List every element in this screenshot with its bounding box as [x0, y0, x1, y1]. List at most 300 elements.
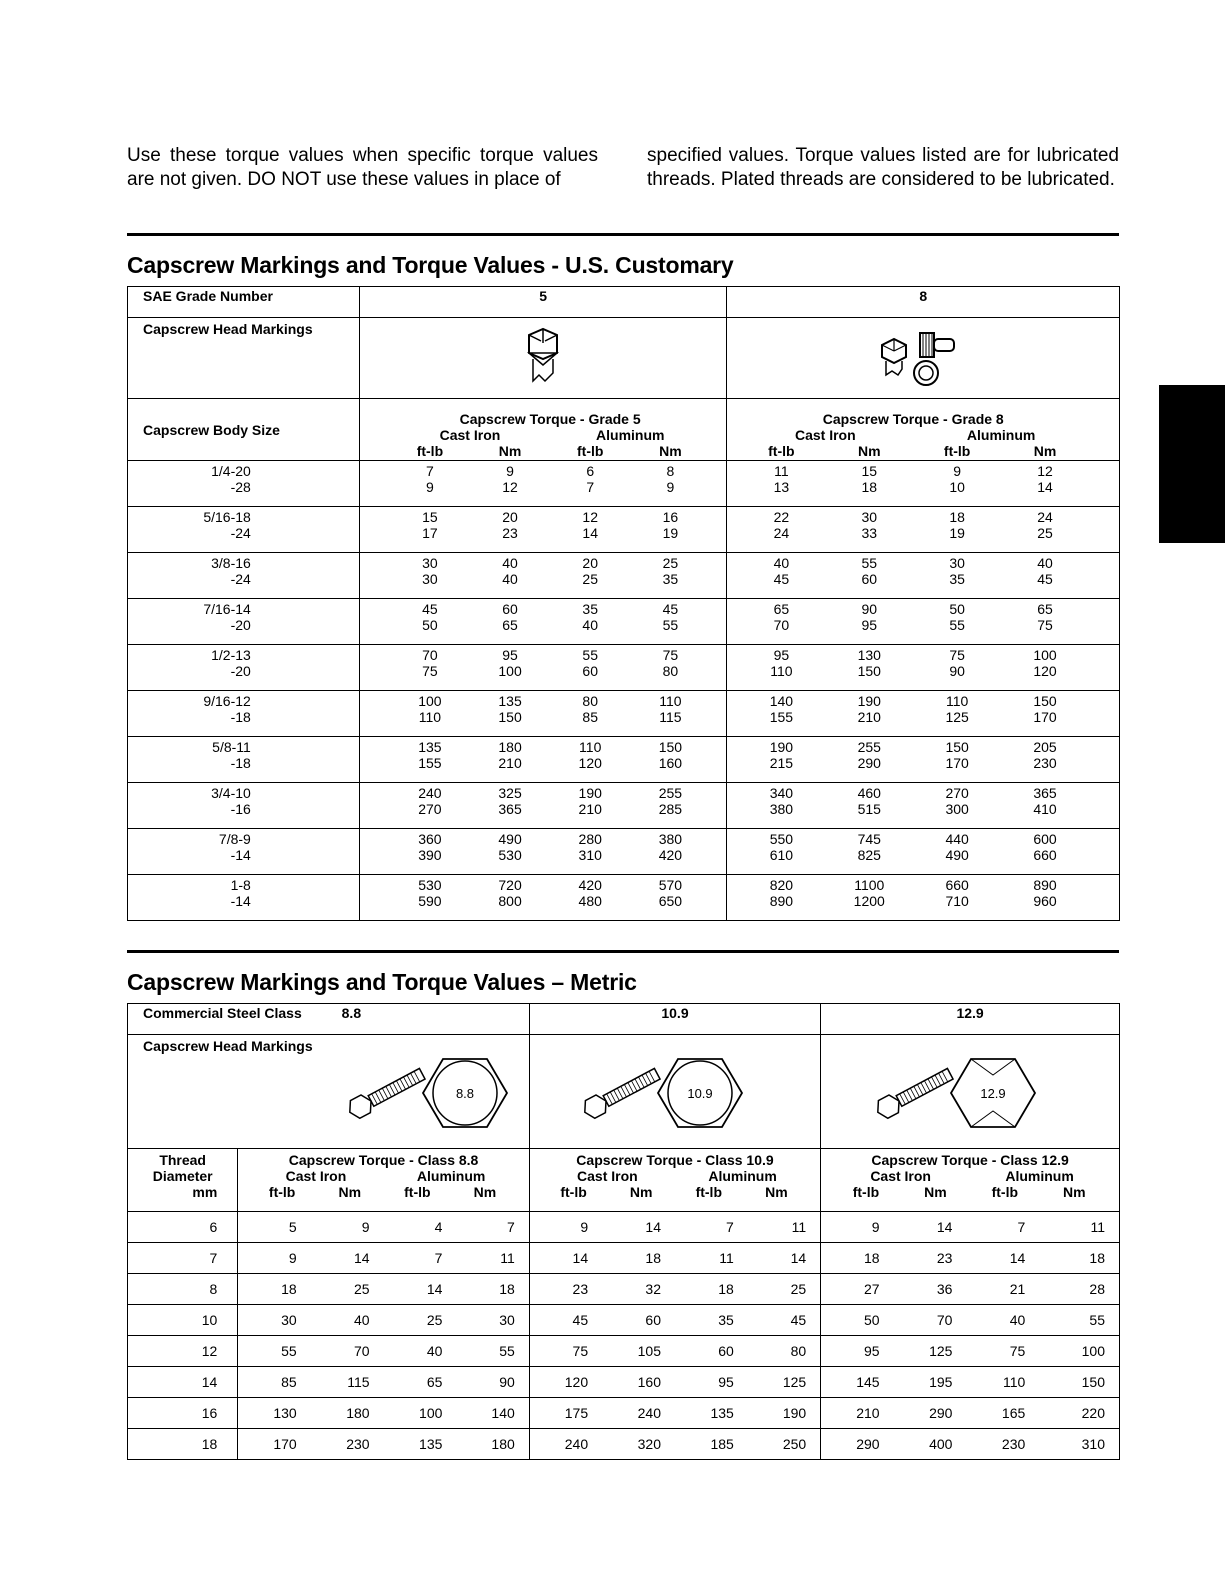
torque-value-cell: 40 [311, 1305, 384, 1336]
class-12-9-head-marking [821, 1035, 1120, 1149]
g8-value-line [737, 801, 1089, 817]
torque-value-cell: 35 [675, 1305, 748, 1336]
body-size: 3/8-16 [211, 555, 251, 571]
g5-torque-value: 15 [422, 509, 438, 525]
torque-value-cell: 145 [821, 1367, 894, 1398]
torque-value-cell: 220 [1039, 1398, 1119, 1429]
g8-torque-value: 380 [769, 801, 794, 817]
torque-value-cell: 125 [748, 1367, 821, 1398]
body-size-cell [128, 783, 360, 829]
g5-torque-value: 240 [418, 785, 442, 801]
body-size: -18 [230, 709, 251, 725]
body-size: -20 [230, 663, 251, 679]
g5-torque-value: 420 [658, 847, 683, 863]
torque-value-cell: 175 [529, 1398, 602, 1429]
class-10-9-torque-header [529, 1149, 820, 1212]
g8-torque-value: 660 [945, 877, 969, 893]
g5-value-line [390, 755, 711, 771]
g8-torque-value: 550 [769, 831, 794, 847]
g5-torque-value: 380 [658, 831, 683, 847]
table-row [128, 737, 1120, 783]
body-size: -14 [230, 847, 251, 863]
g5-torque-value: 75 [662, 647, 679, 663]
g5-value-line [390, 555, 711, 571]
c109-cast-iron: Cast Iron [577, 1168, 638, 1184]
g8-torque-value: 710 [945, 893, 969, 909]
c129-ci-nm: Nm [924, 1184, 947, 1200]
g8-value-line [737, 647, 1089, 663]
c88-ci-nm: Nm [338, 1184, 362, 1200]
torque-value-cell: 36 [894, 1274, 967, 1305]
g5-ci-nm: Nm [498, 443, 522, 459]
body-size: -20 [230, 617, 251, 633]
torque-value-cell: 135 [419, 1436, 443, 1452]
torque-value-cell: 185 [710, 1436, 734, 1452]
g5-torque-value: 530 [498, 847, 522, 863]
torque-value-cell: 95 [821, 1336, 894, 1367]
g5-torque-value: 590 [418, 893, 442, 909]
thread-diameter-cell: 10 [128, 1305, 238, 1336]
g8-torque-value: 300 [945, 801, 969, 817]
body-size: 5/8-11 [212, 739, 251, 755]
intro-left: Use these torque values when specific torque values are not given. DO NOT use these values in place of [127, 145, 598, 190]
g5-al-ftlb: ft-lb [577, 443, 604, 459]
c88-aluminum: Aluminum [416, 1168, 486, 1184]
g8-torque-value: 460 [857, 785, 881, 801]
g5-torque-value: 19 [662, 525, 679, 541]
c129-al-nm: Nm [1063, 1184, 1086, 1200]
torque-value-cell: 11 [456, 1243, 529, 1274]
g5-torque-value: 100 [418, 693, 442, 709]
torque-value-cell: 9 [529, 1212, 602, 1243]
g5-torque-value: 70 [422, 647, 438, 663]
g5-torque-value: 280 [578, 831, 602, 847]
g5-torque-value: 9 [666, 479, 675, 495]
g5-torque-value: 310 [578, 847, 602, 863]
g8-value-line [737, 785, 1089, 801]
torque-value-cell: 32 [602, 1274, 675, 1305]
thread-diameter-header [128, 1149, 238, 1212]
g8-torque-value: 35 [949, 571, 965, 587]
c109-al-nm: Nm [765, 1184, 788, 1200]
g8-torque-value: 18 [949, 509, 965, 525]
g8-value-line [737, 617, 1089, 633]
metric-section-title: Capscrew Markings and Torque Values – Metric [127, 969, 637, 995]
g8-torque-value: 515 [857, 801, 881, 817]
c129-cast-iron: Cast Iron [870, 1168, 931, 1184]
g8-torque-value: 10 [949, 479, 965, 495]
torque-value-cell: 4 [384, 1212, 457, 1243]
g8-torque-value: 19 [949, 525, 965, 541]
body-size-cell [128, 461, 360, 507]
table-row [128, 1367, 1120, 1398]
torque-value-cell: 105 [602, 1336, 675, 1367]
torque-value-cell: 85 [238, 1367, 311, 1398]
g8-torque-value: 75 [1037, 617, 1053, 633]
g5-torque-value: 285 [658, 801, 683, 817]
g5-torque-value: 7 [426, 463, 434, 479]
class-8-8-bolt-icon [343, 1053, 513, 1133]
c109-aluminum: Aluminum [708, 1168, 777, 1184]
g5-torque-value: 45 [422, 601, 438, 617]
g5-torque-value: 110 [579, 739, 602, 755]
g8-value-line [737, 893, 1089, 909]
g8-torque-value: 410 [1033, 801, 1057, 817]
g8-value-line [737, 739, 1089, 755]
g5-torque-value: 12 [582, 509, 598, 525]
torque-value-cell: 240 [529, 1429, 602, 1460]
body-size: 7/8-9 [218, 831, 251, 847]
g5-torque-value: 365 [498, 801, 522, 817]
torque-value-cell: 115 [311, 1367, 384, 1398]
g5-values-cell [359, 737, 727, 783]
g5-torque-value: 155 [418, 755, 442, 771]
g5-torque-value: 8 [666, 463, 675, 479]
g8-torque-value: 230 [1033, 755, 1057, 771]
thread-label: Thread [159, 1152, 206, 1168]
g5-torque-value: 50 [422, 617, 438, 633]
steel-class-header [128, 1004, 530, 1035]
grade-5-torque-title: Capscrew Torque - Grade 5 [459, 411, 641, 427]
body-size-cell [128, 737, 360, 783]
g5-value-line [390, 525, 711, 541]
class-8-8-header: 8.8 [341, 1005, 362, 1021]
g8-torque-value: 890 [1033, 877, 1057, 893]
table-row [128, 1305, 1120, 1336]
torque-value-cell: 14 [311, 1243, 384, 1274]
chapter-tab [1159, 385, 1225, 543]
g8-torque-value: 12 [1037, 463, 1053, 479]
g5-torque-value: 480 [578, 893, 602, 909]
g5-value-line [390, 831, 711, 847]
torque-value-cell: 125 [894, 1336, 967, 1367]
g5-torque-value: 255 [658, 785, 683, 801]
class-12-9-bolt-icon [871, 1053, 1041, 1133]
g5-torque-value: 210 [498, 755, 522, 771]
body-size: -18 [230, 755, 251, 771]
g8-torque-value: 110 [770, 663, 793, 679]
g5-torque-value: 180 [498, 739, 522, 755]
torque-value-cell: 130 [238, 1398, 311, 1429]
g5-torque-value: 190 [578, 785, 602, 801]
g5-values-cell [359, 645, 727, 691]
g8-torque-value: 340 [769, 785, 794, 801]
torque-value-cell: 240 [602, 1398, 675, 1429]
g5-torque-value: 60 [502, 601, 518, 617]
c88-ci-ftlb: ft-lb [268, 1184, 296, 1200]
g8-torque-value: 150 [857, 663, 881, 679]
g8-torque-value: 190 [769, 739, 794, 755]
g8-torque-value: 155 [769, 709, 794, 725]
grade-5-head-marking [359, 318, 727, 399]
g5-value-line [390, 739, 711, 755]
torque-value-cell: 100 [384, 1398, 457, 1429]
torque-value-cell: 190 [748, 1398, 821, 1429]
g5-torque-value: 7 [586, 479, 595, 495]
g5-torque-value: 35 [582, 601, 598, 617]
g8-torque-value: 170 [945, 755, 969, 771]
table-row [128, 1212, 1120, 1243]
table-row [128, 599, 1120, 645]
g8-value-line [737, 463, 1089, 479]
body-size: 5/16-18 [203, 509, 251, 525]
g8-torque-value: 90 [861, 601, 878, 617]
g5-al-nm: Nm [659, 443, 682, 459]
g5-torque-value: 80 [662, 663, 679, 679]
g5-torque-value: 120 [578, 755, 602, 771]
g8-torque-value: 170 [1033, 709, 1057, 725]
table-row [128, 507, 1120, 553]
torque-value-cell: 14 [602, 1212, 675, 1243]
g8-torque-value: 610 [769, 847, 794, 863]
g8-torque-value: 15 [861, 463, 878, 479]
torque-value-cell: 75 [529, 1336, 602, 1367]
g8-value-line [737, 709, 1089, 725]
g8-torque-value: 825 [857, 847, 881, 863]
torque-value-cell: 65 [384, 1367, 457, 1398]
g5-value-line [390, 847, 711, 863]
g5-torque-value: 25 [582, 571, 598, 587]
g8-value-line [737, 525, 1089, 541]
c109-al-ftlb: ft-lb [695, 1184, 722, 1200]
g5-torque-value: 135 [498, 693, 522, 709]
g8-torque-value: 40 [1037, 555, 1053, 571]
torque-value-cell: 160 [602, 1367, 675, 1398]
body-size-cell [128, 645, 360, 691]
torque-value-cell: 320 [637, 1436, 661, 1452]
table-row [128, 461, 1120, 507]
g8-torque-value: 75 [949, 647, 965, 663]
g8-value-line [737, 601, 1089, 617]
g5-value-line [390, 601, 711, 617]
torque-value-cell: 21 [966, 1274, 1039, 1305]
table-row [128, 829, 1120, 875]
torque-value-cell: 25 [384, 1305, 457, 1336]
g5-torque-value: 150 [498, 709, 522, 725]
g8-value-line [737, 571, 1089, 587]
torque-value-cell: 180 [491, 1436, 515, 1452]
g8-torque-value: 150 [1033, 693, 1057, 709]
body-size: -28 [230, 479, 251, 495]
g8-torque-value: 30 [861, 509, 878, 525]
g5-torque-value: 390 [418, 847, 442, 863]
torque-value-cell: 180 [311, 1398, 384, 1429]
g8-value-line [737, 663, 1089, 679]
torque-value-cell: 170 [273, 1436, 297, 1452]
torque-value-cell: 55 [456, 1336, 529, 1367]
g8-cast-iron: Cast Iron [794, 427, 856, 443]
g5-torque-value: 160 [658, 755, 683, 771]
g5-torque-value: 110 [659, 693, 682, 709]
g8-torque-value: 150 [945, 739, 969, 755]
g5-values-cell [359, 599, 727, 645]
torque-value-cell: 7 [675, 1212, 748, 1243]
g5-torque-value: 85 [582, 709, 598, 725]
g8-torque-value: 120 [1033, 663, 1057, 679]
g8-torque-value: 9 [953, 463, 962, 479]
torque-value-cell: 40 [384, 1336, 457, 1367]
g5-torque-value: 420 [578, 877, 602, 893]
g8-torque-value: 100 [1033, 647, 1057, 663]
table-row [128, 1398, 1120, 1429]
body-size-cell [128, 599, 360, 645]
g8-values-cell [727, 691, 1120, 737]
g5-values-cell [359, 461, 727, 507]
head-markings-label: Capscrew Head Markings [128, 318, 360, 399]
g8-value-line [737, 555, 1089, 571]
torque-value-cell: 135 [675, 1398, 748, 1429]
torque-value-cell: 45 [529, 1305, 602, 1336]
g5-value-line [390, 693, 711, 709]
g8-value-line [737, 509, 1089, 525]
g5-torque-value: 80 [582, 693, 598, 709]
g8-torque-value: 40 [773, 555, 790, 571]
torque-value-cell: 310 [1081, 1436, 1105, 1452]
body-size: -16 [230, 801, 251, 817]
torque-value-cell: 195 [894, 1367, 967, 1398]
torque-value-cell: 290 [894, 1398, 967, 1429]
torque-value-cell: 250 [782, 1436, 807, 1452]
torque-value-cell: 14 [384, 1274, 457, 1305]
g5-torque-value: 150 [658, 739, 683, 755]
torque-value-cell: 230 [346, 1436, 370, 1452]
g5-torque-value: 210 [578, 801, 602, 817]
g8-torque-value: 190 [857, 693, 881, 709]
g8-torque-value: 50 [949, 601, 965, 617]
class-10-9-bolt-icon [578, 1053, 748, 1133]
g8-torque-value: 125 [945, 709, 969, 725]
torque-value-cell: 7 [966, 1212, 1039, 1243]
c109-ci-ftlb: ft-lb [560, 1184, 587, 1200]
g5-torque-value: 40 [582, 617, 598, 633]
torque-value-cell: 75 [966, 1336, 1039, 1367]
torque-value-cell: 11 [675, 1243, 748, 1274]
g8-value-line [737, 847, 1089, 863]
g8-torque-value: 130 [857, 647, 881, 663]
metric-torque-table [127, 1003, 1120, 1460]
g8-torque-value: 95 [773, 647, 790, 663]
torque-value-cell: 100 [1039, 1336, 1119, 1367]
torque-value-cell: 27 [821, 1274, 894, 1305]
g8-values-cell [727, 737, 1120, 783]
g5-value-line [390, 893, 711, 909]
torque-value-cell: 30 [456, 1305, 529, 1336]
body-size-cell [128, 691, 360, 737]
g5-torque-value: 40 [502, 555, 518, 571]
class-10-9-torque-title: Capscrew Torque - Class 10.9 [576, 1152, 774, 1168]
g8-torque-value: 30 [949, 555, 965, 571]
c129-ci-ftlb: ft-lb [852, 1184, 880, 1200]
grade-5-torque-header [359, 399, 727, 461]
grade-5-header: 5 [359, 287, 727, 318]
grade-8-torque-header [727, 399, 1120, 461]
table-row [128, 875, 1120, 921]
torque-value-cell: 14 [748, 1243, 821, 1274]
c109-ci-nm: Nm [629, 1184, 653, 1200]
class-8-8-torque-title: Capscrew Torque - Class 8.8 [288, 1152, 479, 1168]
torque-value-cell: 230 [1001, 1436, 1026, 1452]
g5-torque-value: 17 [422, 525, 438, 541]
g8-torque-value: 55 [861, 555, 878, 571]
g8-torque-value: 25 [1037, 525, 1053, 541]
table-row [128, 1429, 1120, 1460]
class-10-9-marking-text: 10.9 [687, 1086, 713, 1101]
torque-value-cell: 5 [238, 1212, 311, 1243]
torque-value-cell: 400 [929, 1436, 953, 1452]
mm-label: mm [192, 1184, 218, 1200]
g5-torque-value: 60 [582, 663, 598, 679]
torque-value-cell: 90 [456, 1367, 529, 1398]
g5-torque-value: 40 [502, 571, 518, 587]
c88-al-ftlb: ft-lb [404, 1184, 431, 1200]
g5-torque-value: 16 [662, 509, 679, 525]
g8-torque-value: 440 [945, 831, 969, 847]
torque-value-cell: 70 [311, 1336, 384, 1367]
torque-value-cell: 50 [821, 1305, 894, 1336]
grade-8-header: 8 [727, 287, 1120, 318]
body-size: 1/4-20 [211, 463, 251, 479]
g5-torque-value: 9 [506, 463, 514, 479]
class-12-9-marking-text: 12.9 [980, 1086, 1006, 1101]
g5-torque-value: 570 [658, 877, 683, 893]
g5-torque-value: 23 [502, 525, 518, 541]
grade-8-torque-title: Capscrew Torque - Grade 8 [822, 411, 1004, 427]
table-row [128, 1336, 1120, 1367]
torque-value-cell: 120 [529, 1367, 602, 1398]
body-size: 3/4-10 [211, 785, 251, 801]
torque-value-cell: 18 [675, 1274, 748, 1305]
g8-torque-value: 110 [945, 693, 969, 709]
torque-value-cell: 28 [1039, 1274, 1119, 1305]
torque-value-cell: 60 [602, 1305, 675, 1336]
g5-torque-value: 45 [662, 601, 679, 617]
g5-torque-value: 65 [502, 617, 518, 633]
g8-torque-value: 24 [773, 525, 790, 541]
g5-torque-value: 530 [418, 877, 442, 893]
g8-torque-value: 215 [769, 755, 794, 771]
torque-value-cell: 40 [966, 1305, 1039, 1336]
g8-ci-nm: Nm [857, 443, 881, 459]
g8-torque-value: 55 [949, 617, 965, 633]
table-row [128, 691, 1120, 737]
g5-torque-value: 30 [422, 571, 438, 587]
table-row [128, 645, 1120, 691]
g5-torque-value: 9 [426, 479, 434, 495]
g8-torque-value: 11 [774, 463, 789, 479]
g5-value-line [390, 709, 711, 725]
g8-torque-value: 660 [1033, 847, 1057, 863]
c129-al-ftlb: ft-lb [991, 1184, 1019, 1200]
torque-value-cell: 95 [675, 1367, 748, 1398]
g8-torque-value: 65 [1037, 601, 1053, 617]
body-size-cell [128, 829, 360, 875]
metric-head-markings-label: Capscrew Head Markings [143, 1038, 313, 1054]
class-12-9-header: 12.9 [821, 1004, 1120, 1035]
body-size-cell [128, 553, 360, 599]
g8-torque-value: 14 [1037, 479, 1053, 495]
g8-torque-value: 140 [769, 693, 794, 709]
torque-value-cell: 70 [894, 1305, 967, 1336]
us-torque-table [127, 286, 1120, 921]
body-size: -24 [230, 571, 251, 587]
class-8-8-torque-header [238, 1149, 529, 1212]
g8-aluminum: Aluminum [966, 427, 1036, 443]
g8-torque-value: 45 [773, 571, 790, 587]
torque-value-cell: 55 [1039, 1305, 1119, 1336]
torque-value-cell: 23 [529, 1274, 602, 1305]
us-section-title: Capscrew Markings and Torque Values - U.S. Customary [127, 252, 734, 278]
torque-value-cell: 80 [748, 1336, 821, 1367]
